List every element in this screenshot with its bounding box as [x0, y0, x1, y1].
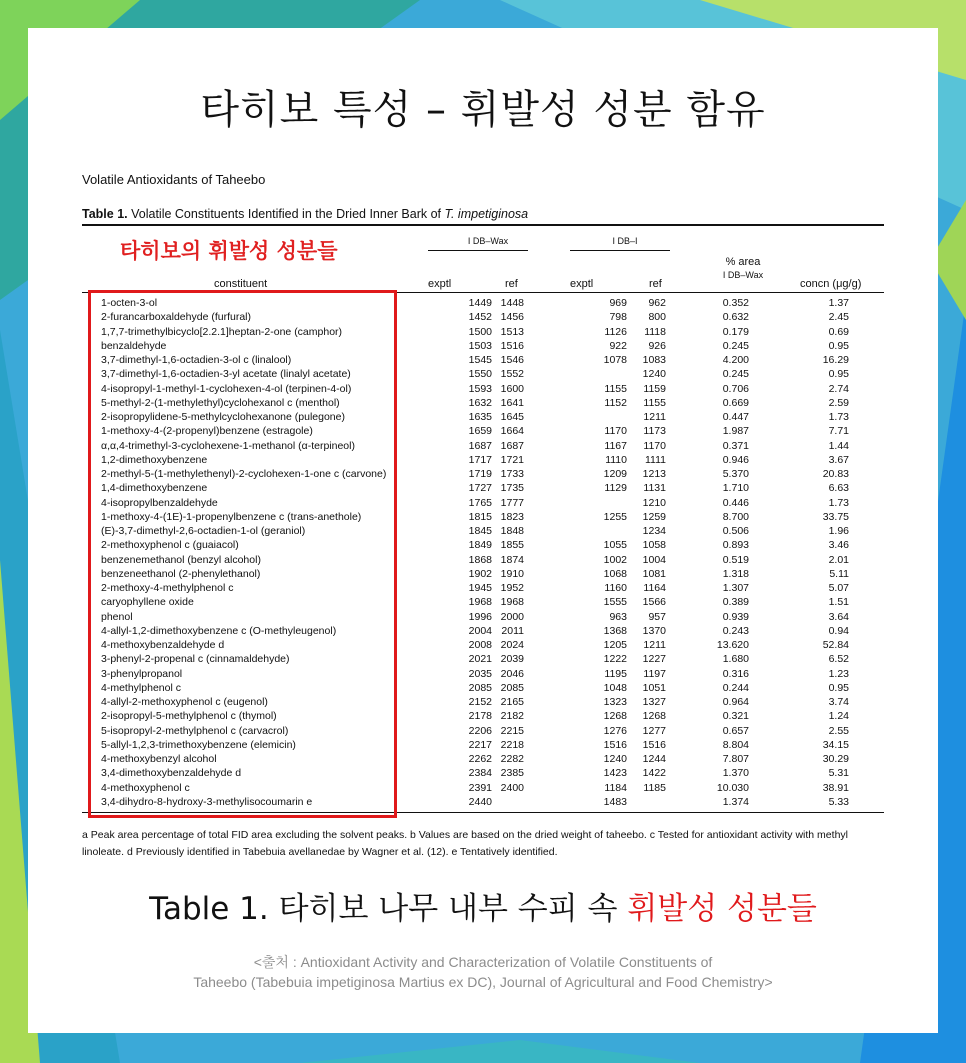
column-group-db1-rule [570, 250, 670, 251]
cell-area: 0.447 [722, 411, 749, 423]
constituent-name: (E)-3,7-dimethyl-2,6-octadien-1-ol (geraniol) [101, 525, 306, 537]
cell-ref-wax: 2046 [500, 667, 524, 680]
cell-exptl-wax: 2008 [468, 639, 492, 651]
cell-concn: 52.84 [822, 639, 849, 651]
cell-area: 1.307 [722, 582, 749, 594]
source-citation [0, 952, 966, 992]
cell-exptl-db1: 798 [609, 311, 627, 324]
cell-exptl-db1: 1002 [603, 553, 627, 566]
cell-exptl-db1: 1240 [603, 753, 627, 765]
constituent-name: 4-allyl-1,2-dimethoxybenzene c (O-methyleugenol) [101, 624, 337, 637]
caption-subtitle [0, 883, 966, 928]
source-line-1: <출처 : Antioxidant Activity and Characterization of Volatile Constituents of [253, 954, 713, 970]
constituent-name: 3,4-dihydro-8-hydroxy-3-methylisocoumarin e [101, 795, 313, 808]
cell-concn: 34.15 [822, 738, 849, 751]
constituent-name: 2-methoxyphenol c (guaiacol) [101, 539, 239, 552]
constituent-name: caryophyllene oxide [101, 596, 194, 609]
constituent-name: α,α,4-trimethyl-3-cyclohexene-1-methanol (α-terpineol) [101, 439, 355, 452]
cell-exptl-db1: 1170 [604, 425, 627, 438]
cell-exptl-db1: 1323 [603, 696, 627, 708]
cell-ref-wax: 1600 [500, 382, 524, 395]
cell-area: 0.893 [722, 539, 749, 552]
cell-exptl-wax: 1845 [468, 525, 492, 537]
cell-area: 0.506 [722, 525, 749, 537]
cell-area: 5.370 [722, 468, 749, 480]
source-line-2: Taheebo (Tabebuia impetiginosa Martius ex DC), Journal of Agricultural and Food Chemistry> [193, 974, 773, 990]
cell-ref-db1: 1058 [642, 539, 666, 552]
constituent-name: 5-isopropyl-2-methylphenol c (carvacrol) [101, 724, 289, 737]
cell-exptl-wax: 2384 [468, 767, 492, 780]
cell-ref-wax: 1645 [500, 411, 524, 423]
cell-area: 0.519 [722, 553, 749, 566]
constituent-name: 3-phenylpropanol [101, 667, 183, 680]
cell-ref-wax: 1552 [500, 368, 524, 381]
cell-ref-db1: 1227 [642, 653, 666, 666]
cell-ref-db1: 1211 [643, 639, 666, 651]
cell-concn: 0.95 [828, 339, 849, 352]
column-header-area: % area [725, 256, 761, 268]
cell-exptl-db1: 1555 [603, 596, 627, 609]
constituent-name: 3-phenyl-2-propenal c (cinnamaldehyde) [101, 653, 290, 666]
constituent-name: phenol [101, 610, 133, 623]
cell-exptl-db1: 1160 [604, 582, 627, 594]
column-header-exptl-wax: exptl [428, 278, 452, 290]
cell-ref-wax: 1855 [500, 539, 524, 552]
constituent-name: 2-methyl-5-(1-methylethenyl)-2-cyclohexen-1-one c (carvone) [101, 468, 387, 480]
constituent-name: benzaldehyde [101, 339, 167, 352]
cell-exptl-wax: 1902 [468, 567, 492, 580]
constituent-name: 4-methylphenol c [101, 681, 181, 694]
cell-area: 1.370 [722, 767, 749, 780]
cell-ref-db1: 957 [648, 610, 666, 623]
cell-concn: 3.74 [828, 696, 849, 708]
cell-exptl-wax: 2085 [468, 681, 492, 694]
cell-area: 0.321 [722, 710, 749, 723]
cell-ref-db1: 1185 [643, 781, 666, 794]
cell-area: 0.446 [722, 496, 749, 509]
cell-exptl-wax: 1815 [468, 510, 492, 523]
cell-exptl-wax: 1849 [468, 539, 492, 552]
column-header-concn-unit: (μg/g) [832, 278, 862, 290]
column-header-area-sub: I DB–Wax [722, 270, 764, 280]
cell-concn: 1.96 [828, 525, 849, 537]
constituent-name: 4-methoxyphenol c [101, 781, 190, 794]
cell-exptl-wax: 1550 [468, 368, 492, 381]
cell-ref-wax: 1513 [500, 325, 524, 338]
cell-area: 0.179 [722, 325, 749, 338]
cell-ref-db1: 1211 [643, 411, 666, 423]
cell-exptl-wax: 2217 [468, 738, 492, 751]
cell-exptl-db1: 1255 [603, 510, 627, 523]
cell-exptl-db1: 1483 [603, 795, 627, 808]
cell-concn: 6.52 [828, 653, 849, 666]
column-group-dbwax-rule [428, 250, 528, 251]
cell-ref-wax: 1641 [500, 396, 524, 409]
cell-concn: 3.64 [828, 610, 849, 623]
cell-exptl-db1: 1078 [603, 354, 627, 366]
cell-concn: 0.95 [828, 368, 849, 381]
table-caption [82, 207, 528, 221]
cell-ref-db1: 1118 [644, 325, 666, 338]
cell-concn: 33.75 [822, 510, 849, 523]
cell-exptl-db1: 969 [609, 297, 627, 309]
cell-area: 0.243 [722, 624, 749, 637]
cell-ref-db1: 1164 [643, 582, 666, 594]
cell-concn: 2.59 [828, 396, 849, 409]
cell-ref-db1: 800 [648, 311, 666, 324]
cell-ref-db1: 962 [648, 297, 666, 309]
constituent-name: 3,4-dimethoxybenzaldehyde d [101, 767, 242, 780]
cell-exptl-wax: 1635 [468, 411, 492, 423]
cell-concn: 2.45 [828, 311, 849, 324]
cell-ref-db1: 1422 [642, 767, 666, 780]
cell-concn: 0.69 [828, 325, 849, 338]
cell-concn: 1.51 [828, 596, 849, 609]
cell-concn: 6.63 [828, 482, 849, 495]
cell-ref-db1: 1051 [642, 681, 666, 694]
cell-concn: 20.83 [822, 468, 849, 480]
cell-area: 1.374 [722, 795, 749, 808]
cell-exptl-wax: 1593 [468, 382, 492, 395]
footnote-line-1: a Peak area percentage of total FID area excluding the solvent peaks. b Values are based on the dried weight of taheebo. c Tested for antioxidant activity with methyl [82, 829, 848, 841]
constituent-name: 4-allyl-2-methoxyphenol c (eugenol) [101, 696, 268, 708]
column-group-db1: I DB–I [612, 236, 638, 246]
cell-exptl-wax: 1545 [468, 354, 492, 366]
constituent-name: 3,7-dimethyl-1,6-octadien-3-yl acetate (linalyl acetate) [101, 368, 351, 381]
cell-ref-db1: 1083 [642, 354, 666, 366]
cell-exptl-wax: 1996 [468, 610, 492, 623]
cell-ref-wax: 2400 [500, 781, 524, 794]
cell-exptl-wax: 2035 [468, 667, 492, 680]
subtitle-prefix: Table 1. 타히보 나무 내부 수피 속 [149, 891, 628, 927]
cell-area: 13.620 [716, 639, 749, 651]
cell-exptl-wax: 1500 [468, 325, 492, 338]
cell-area: 1.710 [722, 482, 749, 495]
column-header-ref-db1: ref [649, 278, 662, 290]
table-caption-label: Table 1. [82, 207, 128, 221]
cell-concn: 2.01 [828, 553, 849, 566]
cell-ref-wax: 1848 [500, 525, 524, 537]
cell-ref-db1: 1210 [642, 496, 666, 509]
constituent-name: 4-methoxybenzaldehyde d [101, 639, 225, 651]
cell-ref-wax: 2215 [500, 724, 524, 737]
cell-ref-db1: 1081 [642, 567, 666, 580]
cell-exptl-wax: 1765 [468, 496, 492, 509]
cell-exptl-db1: 1129 [604, 482, 627, 495]
subtitle-highlight: 휘발성 성분들 [627, 891, 817, 927]
cell-concn: 1.73 [828, 496, 849, 509]
cell-ref-db1: 1327 [642, 696, 666, 708]
cell-concn: 30.29 [822, 753, 849, 765]
cell-area: 0.946 [722, 453, 749, 466]
cell-ref-wax: 1823 [500, 510, 524, 523]
column-group-dbwax: I DB–Wax [467, 236, 509, 246]
constituent-name: 2-furancarboxaldehyde (furfural) [101, 311, 251, 324]
cell-exptl-db1: 1110 [605, 453, 627, 466]
cell-area: 0.389 [722, 596, 749, 609]
table-footnote [82, 827, 888, 861]
column-header-concn [800, 278, 861, 290]
column-header-ref-wax: ref [505, 278, 518, 290]
overlay-label: 타히보의 휘발성 성분들 [120, 239, 338, 263]
cell-concn: 0.95 [828, 681, 849, 694]
cell-exptl-wax: 1452 [468, 311, 492, 324]
cell-ref-db1: 1240 [642, 368, 666, 381]
cell-ref-db1: 1259 [642, 510, 666, 523]
cell-ref-wax: 2024 [500, 639, 524, 651]
cell-exptl-wax: 2262 [468, 753, 492, 765]
cell-exptl-wax: 2004 [468, 624, 492, 637]
cell-ref-wax: 2085 [500, 681, 524, 694]
cell-concn: 1.24 [828, 710, 849, 723]
cell-ref-wax: 2182 [500, 710, 524, 723]
page-title: 타히보 특성 – 휘발성 성분 함유 [200, 87, 766, 133]
constituent-name: 1-methoxy-4-(1E)-1-propenylbenzene c (trans-anethole) [101, 510, 362, 523]
cell-area: 0.657 [722, 724, 749, 737]
cell-ref-db1: 1155 [643, 396, 666, 409]
cell-ref-wax: 1516 [500, 339, 524, 352]
cell-ref-wax: 1687 [500, 439, 524, 452]
cell-exptl-wax: 1687 [468, 439, 492, 452]
cell-area: 0.245 [722, 368, 749, 381]
cell-area: 7.807 [722, 753, 749, 765]
cell-ref-wax: 1777 [500, 496, 524, 509]
cell-exptl-wax: 2206 [468, 724, 492, 737]
cell-exptl-wax: 1449 [468, 297, 492, 309]
footnote-line-2: linoleate. d Previously identified in Tabebuia avellanedae by Wagner et al. (12). e Tentatively identified. [82, 846, 558, 858]
cell-exptl-db1: 1152 [604, 396, 627, 409]
cell-concn: 2.74 [828, 382, 849, 395]
cell-area: 1.318 [722, 567, 749, 580]
cell-ref-db1: 926 [648, 339, 666, 352]
cell-area: 8.804 [722, 738, 749, 751]
cell-exptl-db1: 1167 [604, 439, 627, 452]
cell-exptl-db1: 1155 [604, 382, 627, 395]
cell-exptl-wax: 2391 [468, 781, 492, 794]
cell-area: 1.680 [722, 653, 749, 666]
cell-concn: 5.07 [828, 582, 849, 594]
cell-exptl-wax: 2440 [468, 795, 492, 808]
constituent-name: 3,7-dimethyl-1,6-octadien-3-ol c (linalool) [101, 354, 292, 366]
cell-ref-wax: 1721 [500, 453, 524, 466]
cell-area: 0.706 [722, 382, 749, 395]
cell-exptl-db1: 1268 [603, 710, 627, 723]
cell-ref-db1: 1131 [643, 482, 666, 495]
cell-exptl-db1: 963 [609, 610, 627, 623]
cell-concn: 1.37 [828, 297, 849, 309]
cell-ref-wax: 2039 [500, 653, 524, 666]
cell-area: 0.316 [722, 667, 749, 680]
cell-area: 0.632 [722, 311, 749, 324]
table-top-rule [82, 224, 884, 226]
cell-exptl-db1: 1068 [603, 567, 627, 580]
cell-exptl-db1: 1126 [604, 325, 627, 338]
cell-area: 0.244 [722, 681, 749, 694]
cell-exptl-db1: 1195 [604, 667, 627, 680]
cell-ref-db1: 1268 [642, 710, 666, 723]
cell-concn: 3.46 [828, 539, 849, 552]
cell-ref-db1: 1111 [644, 453, 666, 466]
cell-exptl-wax: 1632 [468, 396, 492, 409]
cell-area: 10.030 [716, 781, 749, 794]
cell-concn: 1.44 [828, 439, 849, 452]
cell-ref-wax: 1448 [500, 297, 524, 309]
cell-ref-db1: 1173 [643, 425, 666, 438]
cell-concn: 5.33 [828, 795, 849, 808]
cell-exptl-wax: 1717 [468, 453, 492, 466]
cell-ref-wax: 1968 [500, 596, 524, 609]
column-header-concn-label: concn [800, 278, 830, 290]
cell-exptl-db1: 1055 [603, 539, 627, 552]
constituent-name: benzeneethanol (2-phenylethanol) [101, 567, 261, 580]
cell-ref-db1: 1277 [642, 724, 666, 737]
cell-exptl-wax: 1945 [468, 582, 492, 594]
highlight-box [88, 290, 397, 818]
cell-exptl-db1: 1222 [603, 653, 627, 666]
constituent-name: 5-allyl-1,2,3-trimethoxybenzene (elemicin) [101, 738, 296, 751]
cell-concn: 16.29 [822, 354, 849, 366]
document-header: Volatile Antioxidants of Taheebo [82, 172, 266, 187]
cell-ref-wax: 1664 [500, 425, 524, 438]
cell-exptl-db1: 1184 [604, 781, 627, 794]
cell-exptl-db1: 1209 [603, 468, 627, 480]
cell-ref-db1: 1159 [643, 382, 666, 395]
cell-exptl-wax: 1868 [468, 553, 492, 566]
constituent-name: 2-isopropylidene-5-methylcyclohexanone (pulegone) [101, 411, 345, 423]
column-header-exptl-db1: exptl [570, 278, 594, 290]
constituent-name: 4-isopropyl-1-methyl-1-cyclohexen-4-ol (terpinen-4-ol) [101, 382, 352, 395]
cell-exptl-wax: 1503 [468, 339, 492, 352]
cell-ref-db1: 1197 [643, 667, 666, 680]
cell-ref-wax: 1733 [500, 468, 524, 480]
table-caption-text: Volatile Constituents Identified in the Dried Inner Bark of [131, 207, 442, 221]
constituent-name: 1-methoxy-4-(2-propenyl)benzene (estragole) [101, 425, 313, 438]
cell-ref-wax: 1546 [500, 354, 524, 366]
cell-area: 0.245 [722, 339, 749, 352]
cell-concn: 1.23 [828, 667, 849, 680]
cell-area: 8.700 [722, 510, 749, 523]
constituent-name: 4-isopropylbenzaldehyde [101, 496, 218, 509]
cell-exptl-db1: 1048 [603, 681, 627, 694]
constituent-name: 1,7,7-trimethylbicyclo[2.2.1]heptan-2-one (camphor) [101, 325, 343, 338]
constituent-name: 5-methyl-2-(1-methylethyl)cyclohexanol c (menthol) [101, 396, 340, 409]
cell-ref-wax: 2282 [500, 753, 524, 765]
cell-exptl-db1: 1423 [603, 767, 627, 780]
table-caption-species: T. impetiginosa [444, 207, 529, 221]
cell-area: 0.371 [722, 439, 749, 452]
cell-exptl-wax: 2021 [468, 653, 492, 666]
cell-ref-wax: 2165 [500, 696, 524, 708]
cell-ref-db1: 1234 [642, 525, 666, 537]
constituent-name: 1-octen-3-ol [101, 297, 158, 309]
cell-exptl-wax: 1719 [468, 468, 492, 480]
cell-ref-db1: 1004 [642, 553, 666, 566]
cell-area: 1.987 [722, 425, 749, 438]
cell-concn: 2.55 [828, 724, 849, 737]
cell-exptl-db1: 1205 [603, 639, 627, 651]
cell-ref-wax: 1735 [500, 482, 524, 495]
cell-area: 0.352 [722, 297, 749, 309]
cell-ref-db1: 1566 [642, 596, 666, 609]
cell-exptl-wax: 1659 [468, 425, 492, 438]
cell-area: 0.964 [722, 696, 749, 708]
cell-ref-db1: 1370 [642, 624, 666, 637]
column-header-constituent: constituent [214, 278, 268, 290]
cell-concn: 1.73 [828, 411, 849, 423]
cell-exptl-db1: 1516 [603, 738, 627, 751]
cell-exptl-wax: 1727 [468, 482, 492, 495]
cell-ref-db1: 1170 [643, 439, 666, 452]
cell-exptl-db1: 1368 [603, 624, 627, 637]
cell-area: 0.669 [722, 396, 749, 409]
constituent-name: 1,4-dimethoxybenzene [101, 482, 208, 495]
constituent-name: 1,2-dimethoxybenzene [101, 453, 208, 466]
cell-exptl-db1: 922 [609, 339, 627, 352]
cell-concn: 38.91 [822, 781, 849, 794]
cell-ref-wax: 1952 [500, 582, 524, 594]
cell-exptl-wax: 2178 [468, 710, 492, 723]
cell-area: 0.939 [722, 610, 749, 623]
cell-ref-db1: 1244 [642, 753, 666, 765]
cell-ref-wax: 2000 [500, 610, 524, 623]
cell-exptl-db1: 1276 [603, 724, 627, 737]
cell-concn: 5.11 [829, 567, 849, 580]
cell-ref-wax: 1874 [500, 553, 524, 566]
cell-exptl-wax: 1968 [468, 596, 492, 609]
cell-concn: 5.31 [828, 767, 849, 780]
cell-concn: 0.94 [828, 624, 849, 637]
constituent-name: benzenemethanol (benzyl alcohol) [101, 553, 261, 566]
cell-ref-wax: 2011 [501, 624, 524, 637]
cell-concn: 7.71 [828, 425, 849, 438]
constituent-name: 2-methoxy-4-methylphenol c [101, 582, 234, 594]
constituent-name: 4-methoxybenzyl alcohol [101, 753, 217, 765]
cell-ref-wax: 2385 [500, 767, 524, 780]
cell-exptl-wax: 2152 [468, 696, 492, 708]
cell-ref-db1: 1516 [642, 738, 666, 751]
cell-ref-wax: 2218 [500, 738, 524, 751]
cell-ref-wax: 1910 [500, 567, 524, 580]
cell-ref-wax: 1456 [500, 311, 524, 324]
cell-area: 4.200 [722, 354, 749, 366]
cell-concn: 3.67 [828, 453, 849, 466]
cell-ref-db1: 1213 [642, 468, 666, 480]
constituent-name: 2-isopropyl-5-methylphenol c (thymol) [101, 710, 277, 723]
